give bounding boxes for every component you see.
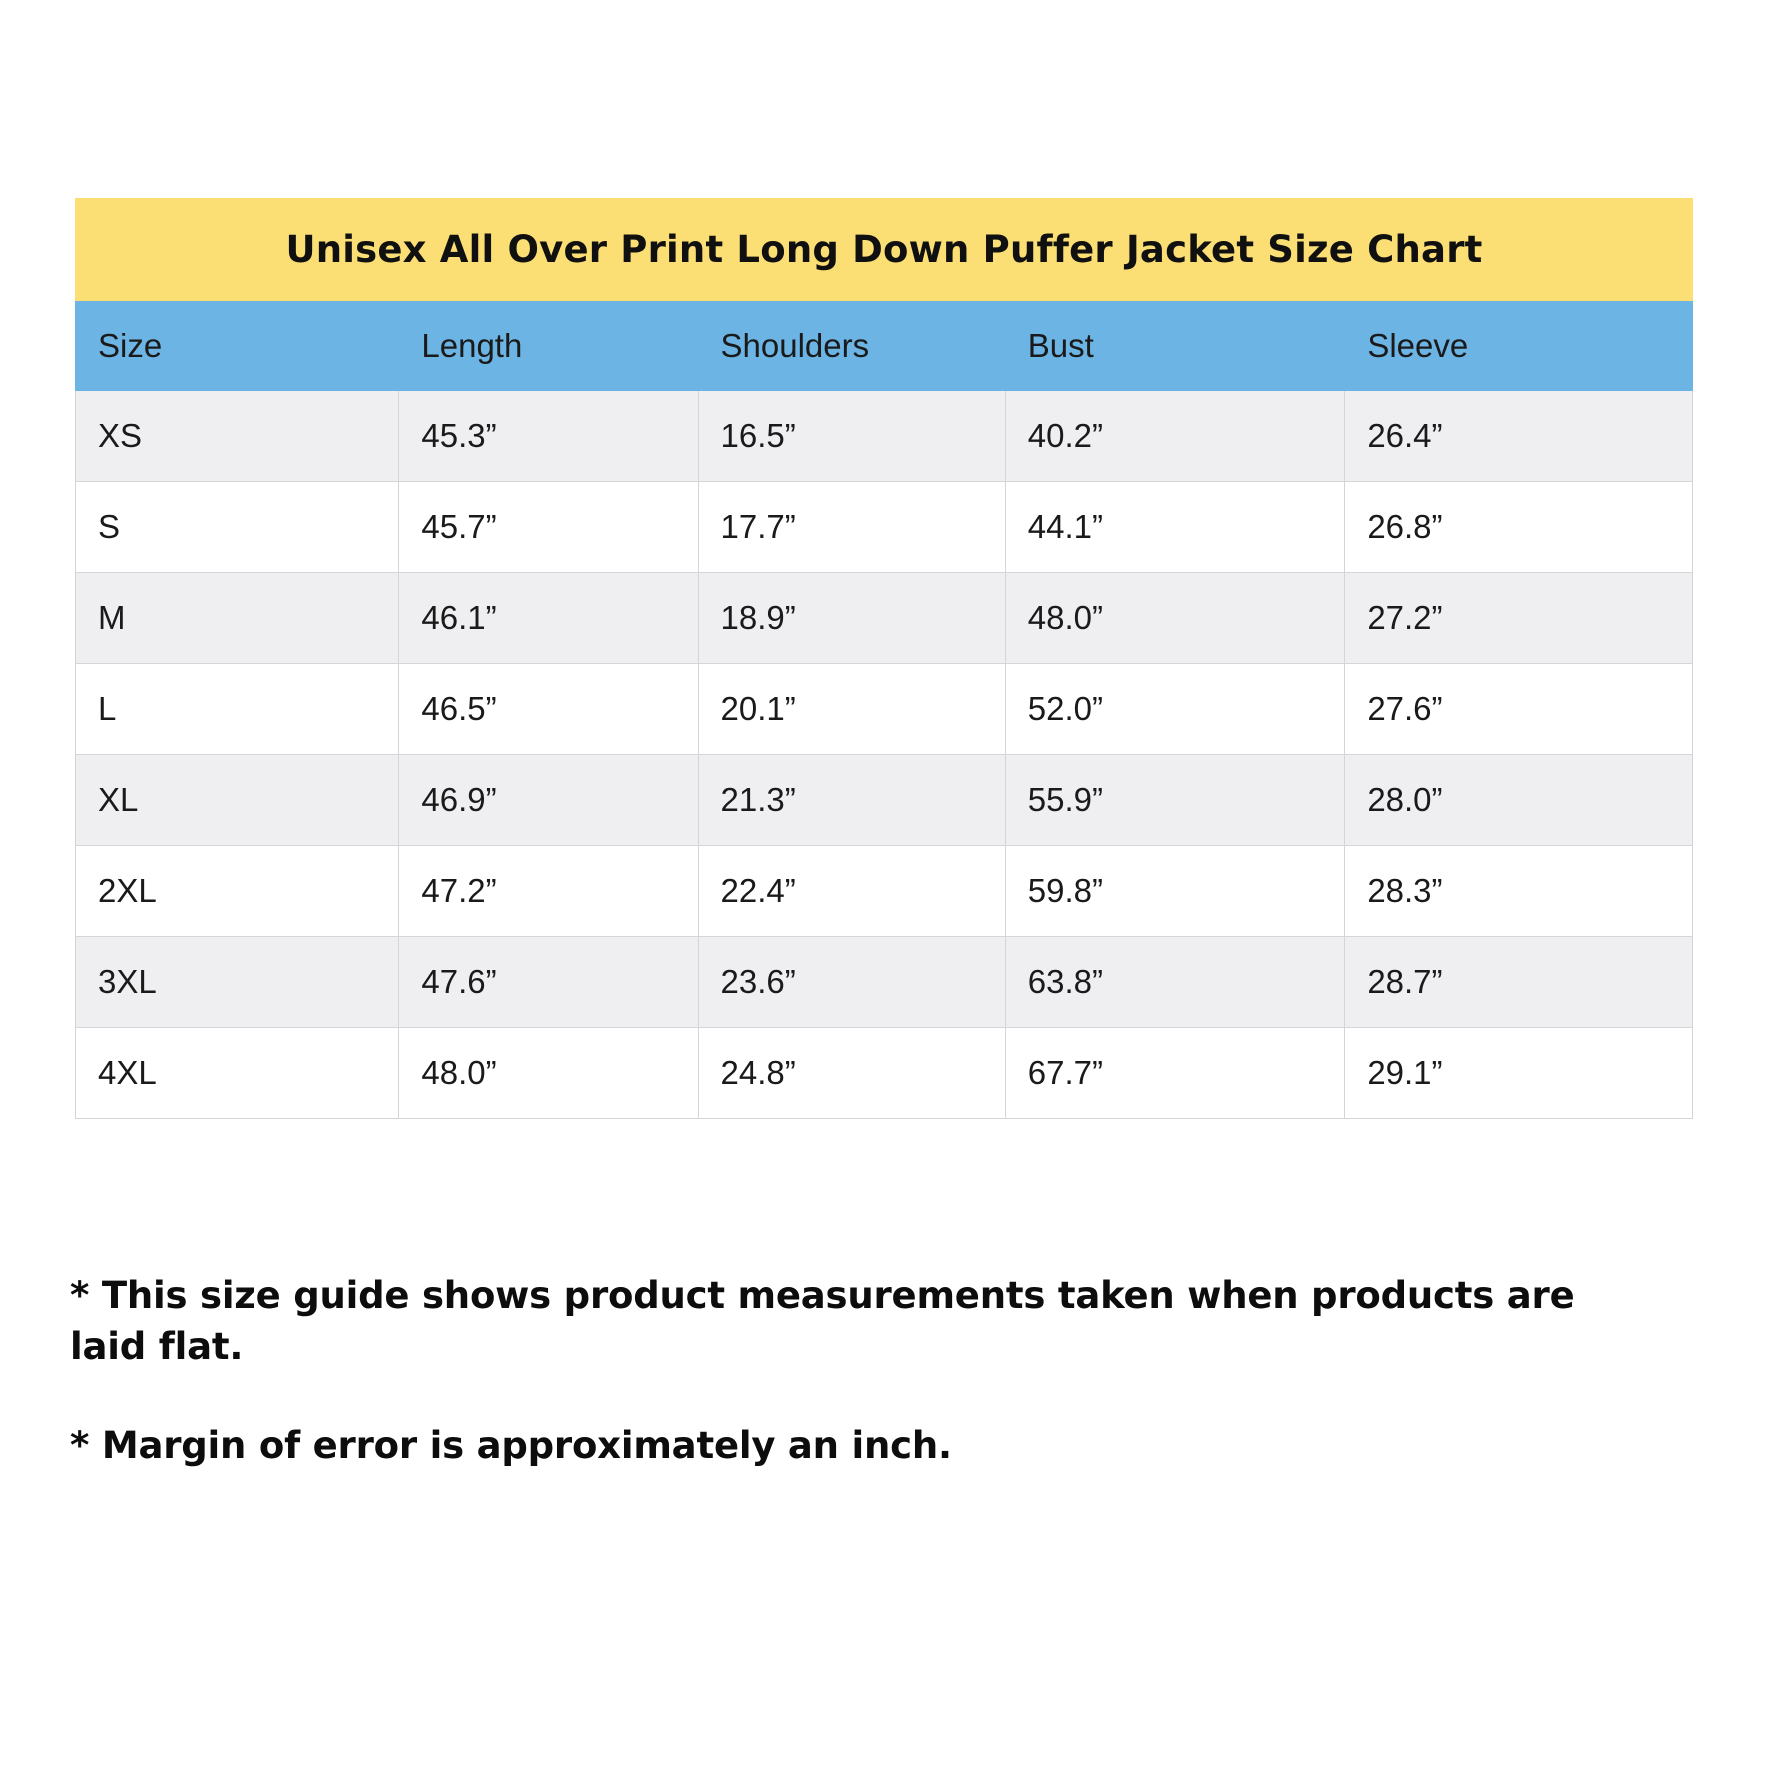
chart-title-bar	[75, 198, 1693, 301]
column-header-size: Size	[76, 302, 399, 391]
cell-sleeve: 26.4”	[1345, 391, 1693, 482]
cell-bust: 48.0”	[1005, 573, 1345, 664]
cell-shoulders: 16.5”	[698, 391, 1005, 482]
cell-sleeve: 28.3”	[1345, 846, 1693, 937]
size-chart-container	[75, 198, 1693, 1119]
cell-bust: 44.1”	[1005, 482, 1345, 573]
cell-size: S	[76, 482, 399, 573]
notes-section	[70, 1270, 1630, 1519]
cell-sleeve: 28.0”	[1345, 755, 1693, 846]
cell-bust: 55.9”	[1005, 755, 1345, 846]
table-row	[76, 846, 1693, 937]
note-margin-of-error: * Margin of error is approximately an inch.	[70, 1424, 952, 1468]
table-row	[76, 755, 1693, 846]
table-header	[76, 302, 1693, 391]
cell-bust: 67.7”	[1005, 1028, 1345, 1119]
cell-shoulders: 21.3”	[698, 755, 1005, 846]
cell-shoulders: 22.4”	[698, 846, 1005, 937]
cell-size: M	[76, 573, 399, 664]
cell-length: 45.7”	[399, 482, 698, 573]
table-row	[76, 482, 1693, 573]
cell-bust: 40.2”	[1005, 391, 1345, 482]
cell-sleeve: 27.2”	[1345, 573, 1693, 664]
cell-sleeve: 26.8”	[1345, 482, 1693, 573]
cell-length: 46.5”	[399, 664, 698, 755]
table-row	[76, 937, 1693, 1028]
cell-bust: 63.8”	[1005, 937, 1345, 1028]
cell-sleeve: 27.6”	[1345, 664, 1693, 755]
cell-size: L	[76, 664, 399, 755]
cell-shoulders: 18.9”	[698, 573, 1005, 664]
cell-bust: 52.0”	[1005, 664, 1345, 755]
page-title: Unisex All Over Print Long Down Puffer Jacket Size Chart	[285, 228, 1483, 271]
cell-length: 47.6”	[399, 937, 698, 1028]
cell-shoulders: 24.8”	[698, 1028, 1005, 1119]
cell-shoulders: 17.7”	[698, 482, 1005, 573]
table-body	[76, 391, 1693, 1119]
cell-shoulders: 20.1”	[698, 664, 1005, 755]
table-row	[76, 1028, 1693, 1119]
cell-length: 46.9”	[399, 755, 698, 846]
cell-size: XS	[76, 391, 399, 482]
cell-size: XL	[76, 755, 399, 846]
column-header-shoulders: Shoulders	[698, 302, 1005, 391]
cell-size: 2XL	[76, 846, 399, 937]
cell-sleeve: 28.7”	[1345, 937, 1693, 1028]
column-header-sleeve: Sleeve	[1345, 302, 1693, 391]
note-laid-flat: * This size guide shows product measurements taken when products are laid flat.	[70, 1274, 1575, 1369]
size-chart-table	[75, 301, 1693, 1119]
cell-length: 46.1”	[399, 573, 698, 664]
cell-length: 47.2”	[399, 846, 698, 937]
cell-size: 4XL	[76, 1028, 399, 1119]
table-row	[76, 573, 1693, 664]
cell-bust: 59.8”	[1005, 846, 1345, 937]
table-row	[76, 664, 1693, 755]
table-header-row	[76, 302, 1693, 391]
column-header-bust: Bust	[1005, 302, 1345, 391]
cell-length: 48.0”	[399, 1028, 698, 1119]
cell-sleeve: 29.1”	[1345, 1028, 1693, 1119]
cell-length: 45.3”	[399, 391, 698, 482]
cell-shoulders: 23.6”	[698, 937, 1005, 1028]
column-header-length: Length	[399, 302, 698, 391]
cell-size: 3XL	[76, 937, 399, 1028]
table-row	[76, 391, 1693, 482]
